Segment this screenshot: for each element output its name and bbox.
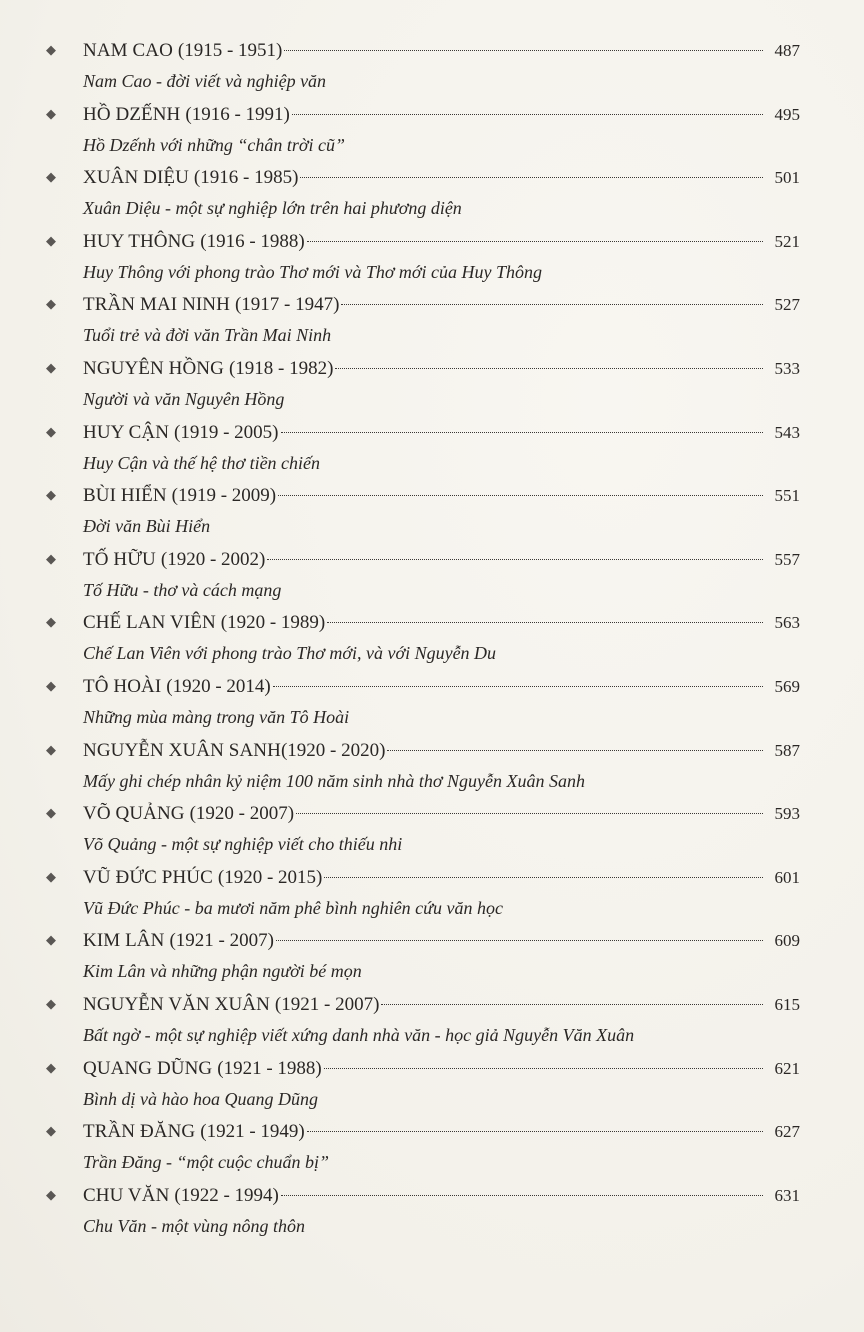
entry-heading	[44, 161, 800, 195]
diamond-bullet-icon: ◆	[46, 995, 56, 1011]
diamond-bullet-icon: ◆	[46, 550, 56, 566]
entry-heading	[44, 34, 800, 68]
author-name: HUY THÔNG	[83, 230, 196, 252]
page-number: 527	[774, 295, 800, 315]
diamond-bullet-icon: ◆	[46, 1059, 56, 1075]
author-name: CHU VĂN	[83, 1184, 170, 1206]
diamond-bullet-icon: ◆	[46, 423, 56, 439]
entry-heading	[44, 924, 800, 958]
dot-leader	[327, 622, 763, 623]
entry-heading	[44, 1115, 800, 1149]
page-number: 495	[774, 104, 800, 124]
author-years: (1920 - 2002)	[160, 548, 266, 570]
toc-entry	[44, 670, 800, 734]
author-years: (1920 - 2007)	[189, 803, 295, 825]
page-number: 563	[774, 613, 800, 633]
dot-leader	[278, 495, 763, 496]
toc-entry	[44, 352, 800, 416]
page-number: 501	[774, 168, 800, 188]
author-name: TRẦN MAI NINH	[83, 294, 230, 316]
page-number: 533	[774, 358, 800, 378]
author-name: BÙI HIỂN	[83, 485, 167, 507]
page-number: 621	[774, 1058, 800, 1078]
entry-heading	[44, 288, 800, 322]
page-number: 631	[774, 1185, 800, 1205]
dot-leader	[335, 368, 763, 369]
author-years: (1918 - 1982)	[228, 357, 334, 379]
diamond-bullet-icon: ◆	[46, 359, 56, 375]
page-number: 627	[774, 1122, 800, 1142]
author-name: TỐ HỮU	[83, 548, 156, 570]
dot-leader	[284, 50, 763, 51]
diamond-bullet-icon: ◆	[46, 1186, 56, 1202]
entry-subtitle: Kim Lân và những phận người bé mọn	[83, 961, 362, 982]
entry-heading	[44, 988, 800, 1022]
author-years: (1921 - 2007)	[274, 993, 380, 1015]
entry-subtitle: Xuân Diệu - một sự nghiệp lớn trên hai phương diện	[83, 198, 462, 219]
dot-leader	[381, 1004, 763, 1005]
diamond-bullet-icon: ◆	[46, 1123, 56, 1139]
dot-leader	[267, 559, 763, 560]
author-years: (1921 - 1988)	[217, 1057, 322, 1079]
entry-subtitle: Trần Đăng - “một cuộc chuẩn bị”	[83, 1152, 330, 1173]
page-number: 615	[774, 994, 800, 1014]
dot-leader	[292, 114, 763, 115]
author-years: (1920 - 1989)	[220, 612, 326, 634]
entry-subtitle: Những mùa màng trong văn Tô Hoài	[83, 706, 350, 727]
toc-entry	[44, 1179, 800, 1243]
diamond-bullet-icon: ◆	[46, 296, 56, 312]
author-name: HUY CẬN	[83, 421, 170, 443]
author-name: XUÂN DIỆU	[83, 167, 189, 189]
diamond-bullet-icon: ◆	[46, 232, 56, 248]
dot-leader	[300, 177, 763, 178]
toc-entry	[44, 606, 800, 670]
dot-leader	[307, 241, 763, 242]
toc-entry	[44, 225, 800, 289]
dot-leader	[296, 813, 763, 814]
author-name: VŨ ĐỨC PHÚC	[83, 866, 213, 888]
entry-heading	[44, 352, 800, 386]
page-number: 587	[774, 740, 800, 760]
entry-heading	[44, 416, 800, 450]
author-name: NGUYỄN VĂN XUÂN	[83, 993, 270, 1015]
entry-heading	[44, 98, 800, 132]
entry-heading	[44, 861, 800, 895]
dot-leader	[281, 432, 763, 433]
author-years: (1921 - 1949)	[200, 1121, 305, 1143]
page-number: 609	[774, 931, 800, 951]
dot-leader	[273, 686, 763, 687]
author-name: NGUYỄN XUÂN SANH	[83, 739, 281, 761]
entry-subtitle: Nam Cao - đời viết và nghiệp văn	[83, 71, 327, 91]
entry-subtitle: Bình dị và hào hoa Quang Dũng	[83, 1088, 318, 1109]
entry-subtitle: Huy Cận và thế hệ thơ tiền chiến	[83, 452, 321, 473]
diamond-bullet-icon: ◆	[46, 487, 56, 503]
author-name: CHẾ LAN VIÊN	[83, 612, 216, 634]
diamond-bullet-icon: ◆	[46, 169, 56, 185]
diamond-bullet-icon: ◆	[46, 677, 56, 693]
toc-entry	[44, 988, 800, 1052]
author-years: (1920 - 2015)	[217, 866, 323, 888]
toc-entry	[44, 1052, 800, 1116]
entry-subtitle: Chế Lan Viên với phong trào Thơ mới, và với Nguyễn Du	[83, 643, 497, 664]
entry-subtitle: Bất ngờ - một sự nghiệp viết xứng danh nhà văn - học giả Nguyễn Văn Xuân	[83, 1024, 635, 1045]
entry-subtitle: Tố Hữu - thơ và cách mạng	[83, 579, 282, 600]
entry-subtitle: Võ Quảng - một sự nghiệp viết cho thiếu nhi	[83, 834, 403, 855]
author-name: KIM LÂN	[83, 930, 165, 952]
diamond-bullet-icon: ◆	[46, 868, 56, 884]
page-number: 551	[774, 486, 800, 506]
toc-entry	[44, 543, 800, 607]
entry-subtitle: Tuổi trẻ và đời văn Trần Mai Ninh	[83, 325, 332, 346]
toc-entry	[44, 797, 800, 861]
toc-entry	[44, 479, 800, 543]
toc-entry	[44, 161, 800, 225]
diamond-bullet-icon: ◆	[46, 805, 56, 821]
toc-entry	[44, 734, 800, 798]
entry-subtitle: Huy Thông với phong trào Thơ mới và Thơ mới của Huy Thông	[83, 261, 543, 282]
toc-entry	[44, 861, 800, 925]
entry-subtitle: Mấy ghi chép nhân kỷ niệm 100 năm sinh nhà thơ Nguyễn Xuân Sanh	[83, 770, 586, 791]
author-name: TÔ HOÀI	[83, 675, 162, 697]
author-years: (1916 - 1991)	[185, 103, 290, 125]
entry-heading	[44, 734, 800, 768]
author-years: (1921 - 2007)	[169, 930, 274, 952]
author-name: HỒ DZẾNH	[83, 103, 181, 125]
entry-heading	[44, 670, 800, 704]
page-number: 569	[774, 676, 800, 696]
dot-leader	[281, 1195, 763, 1196]
entry-subtitle: Hồ Dzếnh với những “chân trời cũ”	[83, 134, 346, 155]
page-number: 487	[774, 41, 800, 60]
author-years: (1917 - 1947)	[234, 294, 340, 316]
author-years: (1916 - 1985)	[193, 167, 299, 189]
page-number: 543	[774, 422, 800, 442]
toc-entry	[44, 98, 800, 162]
dot-leader	[324, 877, 763, 878]
diamond-bullet-icon: ◆	[46, 614, 56, 630]
entry-heading	[44, 1052, 800, 1086]
table-of-contents	[44, 34, 800, 1242]
author-years: (1920 - 2014)	[166, 675, 271, 697]
entry-subtitle: Vũ Đức Phúc - ba mươi năm phê bình nghiên cứu văn học	[83, 897, 503, 918]
entry-subtitle: Chu Văn - một vùng nông thôn	[83, 1215, 305, 1236]
entry-heading	[44, 1179, 800, 1213]
dot-leader	[387, 750, 763, 751]
dot-leader	[324, 1068, 763, 1069]
page-number: 601	[774, 867, 800, 887]
entry-subtitle: Người và văn Nguyên Hồng	[83, 388, 285, 409]
entry-subtitle: Đời văn Bùi Hiển	[83, 516, 211, 537]
author-name: NGUYÊN HỒNG	[83, 357, 224, 379]
author-years: (1916 - 1988)	[200, 230, 305, 252]
dot-leader	[307, 1131, 763, 1132]
entry-heading	[44, 797, 800, 831]
author-years: (1919 - 2009)	[171, 485, 277, 507]
toc-entry	[44, 416, 800, 480]
dot-leader	[276, 940, 763, 941]
diamond-bullet-icon: ◆	[46, 741, 56, 757]
diamond-bullet-icon: ◆	[46, 105, 56, 121]
page-number: 557	[774, 549, 800, 569]
author-name: TRẦN ĐĂNG	[83, 1121, 196, 1143]
author-name: NAM CAO	[83, 40, 173, 61]
page-number: 593	[774, 804, 800, 824]
author-name: VÕ QUẢNG	[83, 803, 185, 825]
author-years: (1920 - 2020)	[280, 739, 386, 761]
author-name: QUANG DŨNG	[83, 1057, 213, 1079]
author-years: (1915 - 1951)	[177, 40, 283, 61]
entry-heading	[44, 479, 800, 513]
author-years: (1919 - 2005)	[174, 421, 279, 443]
entry-heading	[44, 225, 800, 259]
entry-heading	[44, 606, 800, 640]
diamond-bullet-icon: ◆	[46, 932, 56, 948]
entry-heading	[44, 543, 800, 577]
dot-leader	[341, 304, 763, 305]
diamond-bullet-icon: ◆	[46, 42, 56, 57]
page-number: 521	[774, 231, 800, 251]
toc-entry	[44, 288, 800, 352]
toc-entry	[44, 34, 800, 98]
toc-entry	[44, 1115, 800, 1179]
toc-entry	[44, 924, 800, 988]
author-years: (1922 - 1994)	[174, 1184, 279, 1206]
